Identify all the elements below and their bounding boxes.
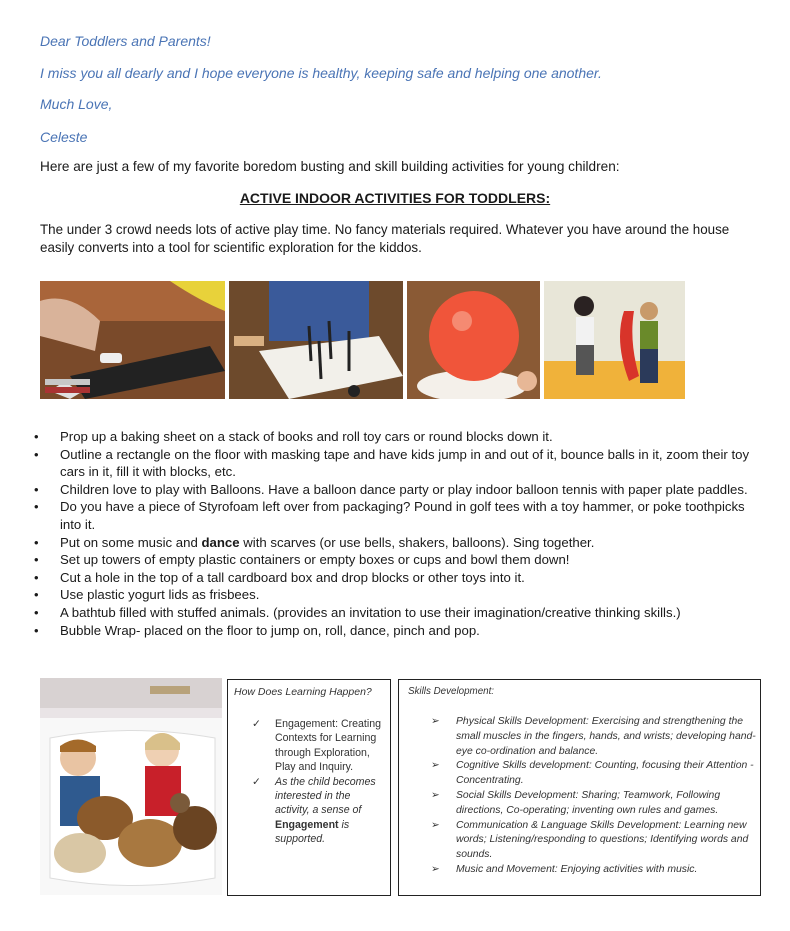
signature: Celeste xyxy=(40,129,88,145)
letter-closing: Much Love, xyxy=(40,96,113,112)
photo-dancing-kids xyxy=(544,281,685,399)
arrow-bullet-icon: ➢ xyxy=(431,819,440,831)
list-item: • A bathtub filled with stuffed animals. (provides an invitation to use their imagination/creative thinking skills.) xyxy=(40,604,760,622)
photo-bathtub-stuffed-animals xyxy=(40,678,222,895)
learning-list xyxy=(228,717,390,847)
arrow-bullet-icon: ➢ xyxy=(431,789,440,801)
letter-line: I miss you all dearly and I hope everyone is healthy, keeping safe and helping one another. xyxy=(40,65,602,81)
arrow-bullet-icon: ➢ xyxy=(431,863,440,875)
photo-golf-tees-styrofoam xyxy=(229,281,403,399)
list-item: • Bubble Wrap- placed on the floor to jump on, roll, dance, pinch and pop. xyxy=(40,622,760,640)
list-item: • Set up towers of empty plastic containers or empty boxes or cups and bowl them down! xyxy=(40,551,760,569)
greeting: Dear Toddlers and Parents! xyxy=(40,33,211,49)
arrow-bullet-icon: ➢ xyxy=(431,760,440,772)
skills-box-title: Skills Development: xyxy=(408,686,495,697)
list-item: • Children love to play with Balloons. Have a balloon dance party or play indoor balloon tennis with paper plate paddles. xyxy=(40,481,760,499)
arrow-bullet-icon: ➢ xyxy=(431,716,440,727)
learning-box-title: How Does Learning Happen? xyxy=(234,686,372,698)
list-item: ✓ Engagement: Creating Contexts for Learning through Exploration, Play and Inquiry. xyxy=(252,718,382,774)
intro-paragraph: The under 3 crowd needs lots of active play time. No fancy materials required. Whatever you have around the house easily converts into a tool for scientific exploration for the kiddos. xyxy=(40,222,730,255)
list-item: • Put on some music and dance with scarves (or use bells, shakers, balloons). Sing together. xyxy=(40,534,760,552)
photo-toy-car-ramp xyxy=(40,281,225,399)
list-item: ➢ Communication & Language Skills Development: Learning new words; Listening/responding to questions; Identifying words and sounds. xyxy=(431,819,749,861)
list-item: ➢ Social Skills Development: Sharing; Teamwork, Following directions, Co-operating; inventing own rules and games. xyxy=(431,789,721,816)
activity-list xyxy=(40,428,760,639)
list-item: ➢ Music and Movement: Enjoying activities with music. xyxy=(399,863,760,878)
list-item: • Outline a rectangle on the floor with masking tape and have kids jump in and out of it, bounce balls in it, zoom their toy cars in it, fill it with blocks, etc. xyxy=(40,446,760,481)
skills-list xyxy=(399,715,760,878)
check-icon: ✓ xyxy=(252,718,261,730)
list-item: • Do you have a piece of Styrofoam left over from packaging? Pound in golf tees with a toy hammer, or poke toothpicks into it. xyxy=(40,498,760,533)
list-item: • Use plastic yogurt lids as frisbees. xyxy=(40,586,760,604)
list-item: ➢ Physical Skills Development: Exercising and strengthening the small muscles in the fingers, hands, and wrists; developing hand-eye co-ordination and balance. xyxy=(431,716,756,757)
section-heading: ACTIVE INDOOR ACTIVITIES FOR TODDLERS: xyxy=(239,190,551,206)
list-item: ➢ Cognitive Skills development: Counting, focusing their Attention -Concentrating. xyxy=(431,760,754,787)
check-icon: ✓ xyxy=(252,775,261,788)
list-item: • Cut a hole in the top of a tall cardboard box and drop blocks or other toys into it. xyxy=(40,569,760,587)
intro-text: Here are just a few of my favorite boredom busting and skill building activities for young children: xyxy=(40,159,620,174)
photo-balloon xyxy=(407,281,540,399)
skills-box xyxy=(398,679,761,896)
learning-box xyxy=(227,679,391,896)
list-item: ✓ As the child becomes interested in the activity, a sense of Engagement is supported. xyxy=(252,775,376,846)
list-item: • Prop up a baking sheet on a stack of books and roll toy cars or round blocks down it. xyxy=(40,428,760,446)
